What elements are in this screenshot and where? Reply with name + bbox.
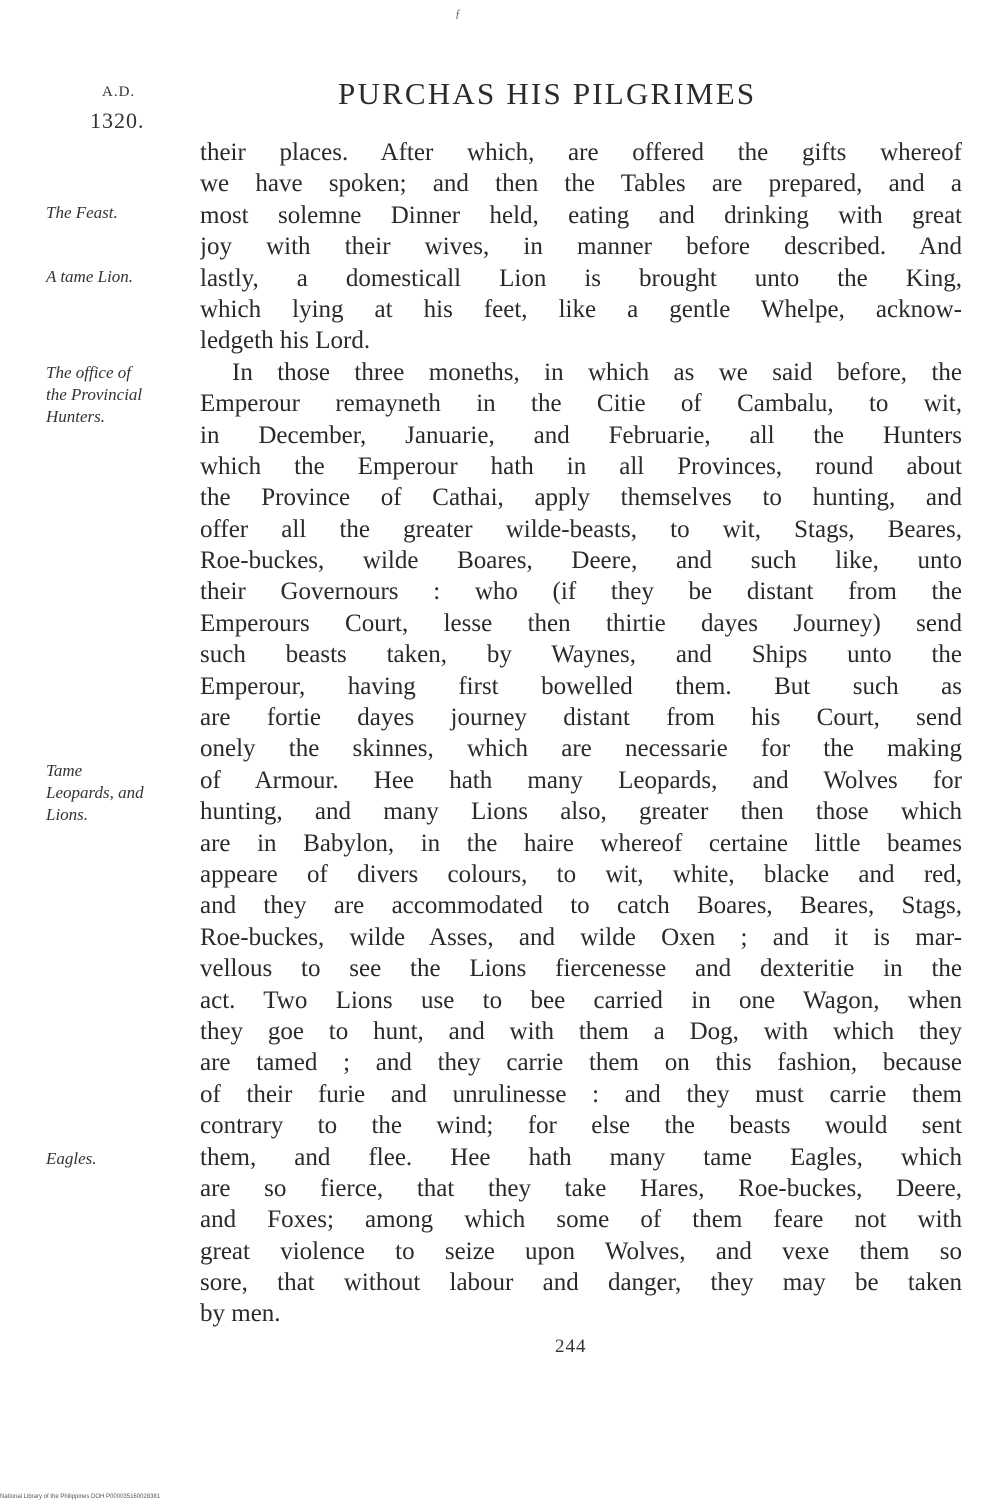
text-line: them, and flee. Hee hath many tame Eagles, which [200, 1143, 962, 1171]
text-line: they goe to hunt, and with them a Dog, with which they [200, 1017, 962, 1045]
running-title: PURCHAS HIS PILGRIMES [338, 76, 757, 111]
margin-note-line: Lions. [46, 805, 89, 824]
text-line: by men. [200, 1300, 281, 1328]
text-line: we have spoken; and then the Tables are prepared, and a [200, 170, 962, 198]
year-value: 1320. [90, 108, 145, 133]
text-line: in December, Januarie, and Februarie, all the Hunters [200, 421, 962, 449]
text-line: onely the skinnes, which are necessarie for the making [200, 735, 962, 763]
text-line: which lying at his feet, like a gentle Whelpe, acknow- [200, 295, 962, 323]
text-line: are fortie dayes journey distant from his Court, send [200, 704, 962, 732]
text-line: and they are accommodated to catch Boares, Beares, Stags, [200, 892, 962, 920]
text-line: appeare of divers colours, to wit, white, blacke and red, [200, 860, 962, 888]
text-line: sore, that without labour and danger, they may be taken [200, 1269, 962, 1297]
footer-credit: National Library of the Philippines DOH P000035160028381 [0, 1494, 161, 1500]
margin-note-hunters [46, 362, 142, 428]
margin-note-leopards [46, 760, 144, 826]
margin-note-line: Leopards, and [46, 783, 144, 802]
text-line: most solemne Dinner held, eating and drinking with great [200, 201, 962, 229]
page-number: 244 [555, 1336, 587, 1357]
text-line: In those three moneths, in which as we said before, the [232, 358, 962, 386]
text-line: vellous to see the Lions fiercenesse and dexteritie in the [200, 955, 962, 983]
text-line: Emperours Court, lesse then thirtie dayes Journey) send [200, 609, 962, 637]
text-line: Emperour remayneth in the Citie of Cambalu, to wit, [200, 390, 962, 418]
text-line: Roe-buckes, wilde Asses, and wilde Oxen ; and it is mar- [200, 923, 962, 951]
margin-note-line: the Provincial [46, 385, 143, 404]
text-line: are tamed ; and they carrie them on this fashion, because [200, 1049, 962, 1077]
margin-note-line: The Feast. [46, 203, 118, 222]
year-label: A.D. [102, 84, 136, 100]
text-line: the Province of Cathai, apply themselves to hunting, and [200, 484, 962, 512]
text-line: Roe-buckes, wilde Boares, Deere, and such like, unto [200, 547, 962, 575]
text-line: great violence to seize upon Wolves, and vexe them so [200, 1237, 962, 1265]
text-line: ledgeth his Lord. [200, 327, 371, 355]
text-line: their places. After which, are offered the gifts whereof [200, 139, 962, 166]
text-line: such beasts taken, by Waynes, and Ships unto the [200, 641, 962, 669]
margin-note-line: Eagles. [46, 1149, 97, 1168]
text-line: hunting, and many Lions also, greater then those which [200, 798, 962, 826]
margin-note-line: Tame [46, 761, 83, 780]
text-line: contrary to the wind; for else the beasts would sent [200, 1112, 962, 1140]
margin-note-line: Hunters. [46, 407, 106, 426]
text-line: Emperour, having first bowelled them. But such as [200, 672, 962, 700]
margin-note-tame-lion [46, 266, 133, 288]
text-line: and Foxes; among which some of them feare not with [200, 1206, 962, 1234]
text-line: joy with their wives, in manner before described. And [200, 233, 962, 261]
text-line: are so fierce, that they take Hares, Roe-buckes, Deere, [200, 1174, 962, 1202]
margin-note-line: A tame Lion. [46, 267, 134, 286]
text-line: lastly, a domesticall Lion is brought unto the King, [200, 264, 962, 292]
body-text [200, 137, 962, 1330]
text-line: of Armour. Hee hath many Leopards, and Wolves for [200, 766, 962, 794]
margin-note-line: The office of [46, 363, 131, 382]
text-line: which the Emperour hath in all Provinces, round about [200, 452, 962, 480]
margin-note-eagles [46, 1148, 97, 1170]
text-line: of their furie and unrulinesse : and they must carrie them [200, 1080, 962, 1108]
text-line: their Governours : who (if they be distant from the [200, 578, 962, 606]
text-line: act. Two Lions use to bee carried in one Wagon, when [200, 986, 962, 1014]
text-line: offer all the greater wilde-beasts, to wit, Stags, Beares, [200, 515, 962, 543]
text-line: are in Babylon, in the haire whereof certaine little beames [200, 829, 962, 857]
top-mark: ƒ [455, 6, 461, 20]
margin-note-feast [46, 202, 118, 224]
